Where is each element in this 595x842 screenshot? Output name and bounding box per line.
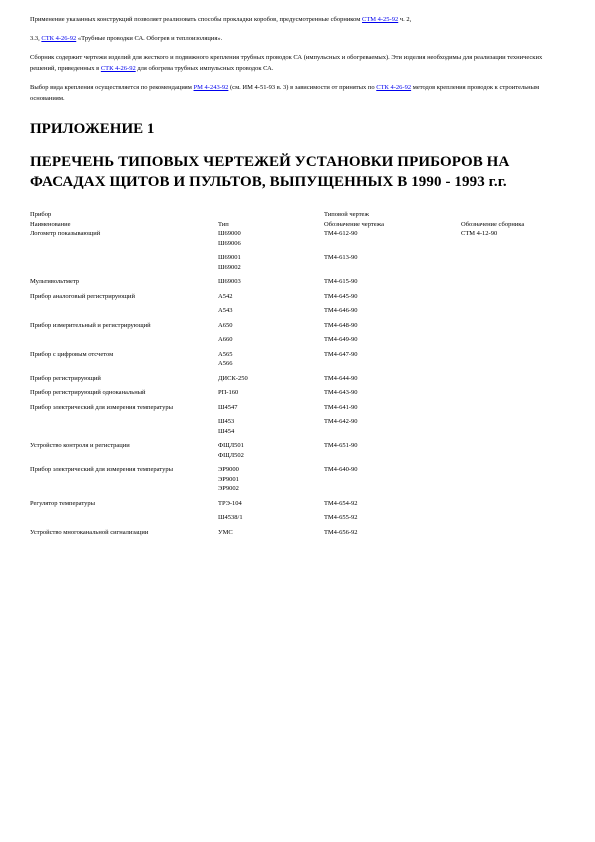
row-spacer-cell xyxy=(30,537,565,542)
paragraph-text: Сборник содержит чертежи изделий для жесткого и подвижного крепления трубных проводок СА (импульсных и обогреваемых). Эти изделия необходимы для реализации технических решений, приведенных в xyxy=(30,54,543,72)
paragraph-text: методов крепления проводок к строительным основаниям. xyxy=(30,84,540,102)
cell-collection xyxy=(461,417,565,436)
cell-name xyxy=(30,253,218,272)
cell-collection xyxy=(461,306,565,316)
table-row xyxy=(30,253,565,272)
cell-drawing xyxy=(324,335,461,345)
drawing-value: ТМ4-655-92 xyxy=(324,514,358,521)
type-value: А565 xyxy=(218,350,233,358)
drawing-value: ТМ4-646-90 xyxy=(324,307,358,314)
cell-collection xyxy=(461,321,565,331)
link-stk-4-26-92[interactable]: СТК 4-26-92 xyxy=(100,65,136,72)
drawing-value: ТМ4-651-90 xyxy=(324,442,358,449)
type-value: А650 xyxy=(218,321,233,329)
type-value: ТРЭ-104 xyxy=(218,499,242,507)
table-row xyxy=(30,335,565,345)
cell-drawing xyxy=(324,499,461,509)
cell-collection xyxy=(461,441,565,460)
cell-type xyxy=(218,277,324,287)
drawing-value: ТМ4-643-90 xyxy=(324,389,358,396)
cell-collection xyxy=(461,465,565,494)
paragraph-text: 3.3, xyxy=(30,35,42,42)
drawing-value: ТМ4-642-90 xyxy=(324,418,358,425)
table-row xyxy=(30,465,565,494)
drawing-value: ТМ4-641-90 xyxy=(324,403,358,411)
paragraph-text: Применение указанных конструкций позволяет реализовать способы прокладки коробов, предусмотренные сборником xyxy=(30,16,363,23)
cell-collection xyxy=(461,499,565,509)
cell-name xyxy=(30,513,218,523)
paragraph-3 xyxy=(30,52,565,74)
cell-drawing xyxy=(324,350,461,369)
appendix-heading: ПРИЛОЖЕНИЕ 1 xyxy=(30,121,155,137)
drawings-table xyxy=(30,210,565,542)
type-value: ЭР9001 xyxy=(218,475,239,483)
cell-collection: СТМ 4-12-90 xyxy=(461,230,498,237)
column-header-name: Наименование xyxy=(30,220,71,228)
cell-type xyxy=(218,417,324,436)
cell-type xyxy=(218,513,324,523)
cell-collection xyxy=(461,350,565,369)
drawing-value: ТМ4-640-90 xyxy=(324,466,358,473)
cell-collection xyxy=(461,335,565,345)
group-header-device: Прибор xyxy=(30,211,52,218)
page-title: ПЕРЕЧЕНЬ ТИПОВЫХ ЧЕРТЕЖЕЙ УСТАНОВКИ ПРИБОРОВ НА ФАСАДАХ ЩИТОВ И ПУЛЬТОВ, ВЫПУЩЕННЫХ В 1990 - 1993 г.г. xyxy=(30,154,510,190)
table-row xyxy=(30,292,565,302)
cell-type xyxy=(218,441,324,460)
type-value: ЭР9000 xyxy=(218,466,239,473)
type-value: Ш69002 xyxy=(218,263,241,271)
table-row xyxy=(30,350,565,369)
paragraph-text: Выбор вида крепления осуществляется по рекомендациям xyxy=(30,84,194,91)
cell-drawing xyxy=(324,321,461,331)
group-header-drawing: Типовой чертеж xyxy=(324,211,369,218)
table-group-header-row xyxy=(30,210,565,220)
cell-type xyxy=(218,403,324,413)
cell-drawing xyxy=(324,465,461,494)
table-row xyxy=(30,513,565,523)
cell-collection xyxy=(461,374,565,384)
table-row xyxy=(30,441,565,460)
cell-name: Прибор измерительный и регистрирующий xyxy=(30,321,151,329)
cell-collection xyxy=(461,513,565,523)
cell-type xyxy=(218,292,324,302)
cell-collection xyxy=(461,403,565,413)
drawing-value: ТМ4-613-90 xyxy=(324,254,358,261)
paragraph-1 xyxy=(30,14,565,25)
cell-type xyxy=(218,306,324,316)
type-value: ФЩЛ502 xyxy=(218,451,244,459)
cell-name xyxy=(30,306,218,316)
paragraph-4 xyxy=(30,82,565,104)
table-header-row xyxy=(30,220,565,230)
type-value: Ш4538/1 xyxy=(218,514,243,521)
cell-name: Устройство многоканальной сигнализации xyxy=(30,528,149,536)
link-stk-4-26-92[interactable]: СТК 4-26-92 xyxy=(376,84,412,91)
cell-collection xyxy=(461,528,565,538)
cell-drawing xyxy=(324,253,461,272)
cell-type xyxy=(218,229,324,248)
cell-collection xyxy=(461,253,565,272)
paragraph-text: «Трубные проводки СА. Обогрев и теплоизоляция». xyxy=(76,35,223,42)
cell-drawing xyxy=(324,374,461,384)
cell-name: Прибор электрический для измерения температуры xyxy=(30,403,173,411)
type-value: ЭР9002 xyxy=(218,485,239,492)
drawing-value: ТМ4-648-90 xyxy=(324,321,358,329)
cell-drawing xyxy=(324,403,461,413)
drawing-value: ТМ4-649-90 xyxy=(324,336,358,343)
cell-drawing xyxy=(324,528,461,538)
cell-drawing xyxy=(324,277,461,287)
table-row xyxy=(30,388,565,398)
column-header-type: Тип xyxy=(218,220,229,228)
cell-name: Мультивольтметр xyxy=(30,278,80,285)
table-row xyxy=(30,528,565,538)
cell-type xyxy=(218,335,324,345)
type-value: ФЩЛ501 xyxy=(218,442,244,449)
type-value: Ш69006 xyxy=(218,239,241,247)
link-stm-4-25-92[interactable]: СТМ 4-25-92 xyxy=(362,16,399,23)
table-row xyxy=(30,277,565,287)
column-header-drawing: Обозначение чертежа xyxy=(324,220,384,228)
cell-name: Прибор регистрирующий одноканальный xyxy=(30,389,146,396)
row-spacer xyxy=(30,537,565,542)
link-rm-4-243-92[interactable]: РМ 4-243-92 xyxy=(193,84,229,91)
drawing-value: ТМ4-656-92 xyxy=(324,528,358,536)
type-value: Ш454 xyxy=(218,427,235,435)
type-value: А543 xyxy=(218,307,233,314)
type-value: УМС xyxy=(218,528,233,536)
cell-type xyxy=(218,465,324,494)
type-value: РП-160 xyxy=(218,389,239,396)
type-value: А566 xyxy=(218,360,233,367)
cell-type xyxy=(218,253,324,272)
cell-type xyxy=(218,350,324,369)
paragraph-text: (см. ИМ 4-51-93 в. 3) в зависимости от принятых по xyxy=(228,84,377,91)
table-row xyxy=(30,321,565,331)
paragraph-text: ч. 2, xyxy=(398,16,412,23)
cell-drawing xyxy=(324,306,461,316)
table-row xyxy=(30,499,565,509)
cell-type xyxy=(218,499,324,509)
drawing-value: ТМ4-645-90 xyxy=(324,292,358,300)
cell-name xyxy=(30,417,218,436)
table-row xyxy=(30,417,565,436)
type-value: Ш453 xyxy=(218,418,235,425)
type-value: Ш69003 xyxy=(218,278,241,285)
cell-collection xyxy=(461,388,565,398)
type-value: Ш69000 xyxy=(218,230,241,237)
cell-drawing xyxy=(324,229,461,248)
table-row xyxy=(30,306,565,316)
cell-name xyxy=(30,335,218,345)
cell-name: Прибор электрический для измерения температуры xyxy=(30,466,173,473)
type-value: Ш4547 xyxy=(218,403,238,411)
cell-collection xyxy=(461,292,565,302)
type-value: Ш69001 xyxy=(218,254,241,261)
cell-drawing xyxy=(324,513,461,523)
drawing-value: ТМ4-615-90 xyxy=(324,278,358,285)
type-value: ДИСК-250 xyxy=(218,374,248,382)
drawing-value: ТМ4-647-90 xyxy=(324,350,358,358)
drawing-value: ТМ4-654-92 xyxy=(324,499,358,507)
type-value: А660 xyxy=(218,336,233,343)
table-row xyxy=(30,403,565,413)
column-header-collection: Обозначение сборника xyxy=(461,220,525,228)
cell-name: Прибор регистрирующий xyxy=(30,374,101,382)
cell-type xyxy=(218,388,324,398)
paragraph-text: для обогрева трубных импульсных проводок СА. xyxy=(135,65,274,72)
cell-type xyxy=(218,528,324,538)
cell-name: Прибор с цифровым отсчетом xyxy=(30,350,114,358)
cell-name: Прибор аналоговый регистрирующий xyxy=(30,292,135,300)
cell-name: Устройство контроля и регистрации xyxy=(30,442,130,449)
cell-collection xyxy=(461,277,565,287)
cell-drawing xyxy=(324,417,461,436)
type-value: А542 xyxy=(218,292,233,300)
cell-type xyxy=(218,374,324,384)
table-row xyxy=(30,374,565,384)
cell-name: Логометр показывающий xyxy=(30,230,101,237)
cell-name: Регулятор температуры xyxy=(30,499,95,507)
cell-drawing xyxy=(324,292,461,302)
paragraph-2 xyxy=(30,33,565,44)
table-row xyxy=(30,229,565,248)
document-page xyxy=(30,14,565,542)
drawing-value: ТМ4-612-90 xyxy=(324,230,358,237)
link-stk-4-26-92[interactable]: СТК 4-26-92 xyxy=(41,35,77,42)
cell-type xyxy=(218,321,324,331)
cell-drawing xyxy=(324,388,461,398)
cell-drawing xyxy=(324,441,461,460)
drawing-value: ТМ4-644-90 xyxy=(324,374,358,382)
